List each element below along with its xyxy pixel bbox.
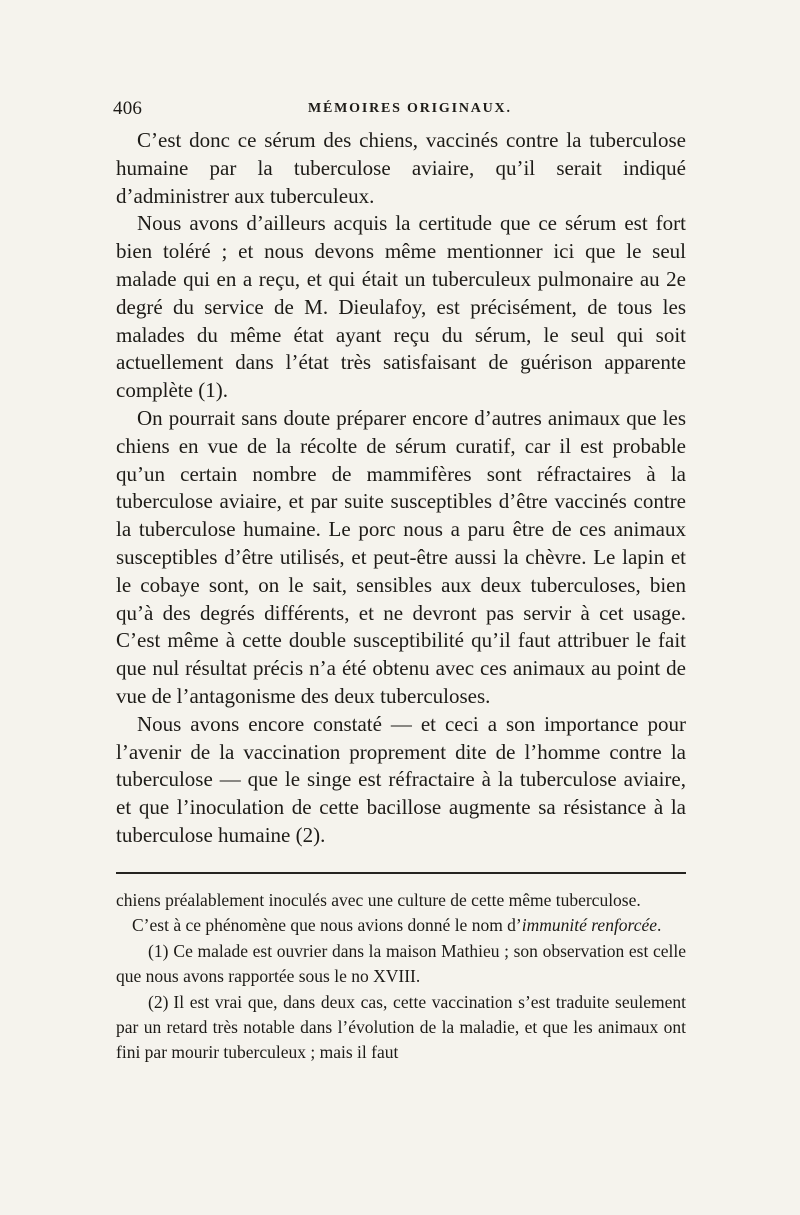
footnote-immunity-end: . — [657, 915, 662, 936]
footnote-2-text: Il est vrai que, dans deux cas, cette vaccination s’est traduite seulement par un retard très notable dans l’évolution de la maladie, et que les animaux ont fini par mourir tuberculeux ; mais il faut — [116, 991, 686, 1063]
main-text — [116, 127, 686, 850]
paragraph-tolerance: Nous avons d’ailleurs acquis la certitude que ce sérum est fort bien toléré ; et nous devons même mentionner ici que le seul malade qui en a reçu, et qui était un tuberculeux pulmonaire au 2e degré du service de M. Dieulafoy, est précisément, de tous les malades du même état ayant reçu du sérum, le seul qui soit actuellement dans l’état très satisfaisant de guérison apparente complète (1). — [116, 211, 686, 403]
footnote-1-number: (1) — [148, 940, 169, 961]
paragraph-other-animals: On pourrait sans doute préparer encore d’autres animaux que les chiens en vue de la récolte de sérum curatif, car il est probable qu’un certain nombre de mammifères sont réfractaires à la tuberculose aviaire, et par suite susceptibles d’être vaccinés contre la tuberculose humaine. Le porc nous a paru être de ces animaux susceptibles d’être utilisés, et peut-être aussi la chèvre. Le lapin et le cobaye sont, on le sait, sensibles aux deux tuberculoses, bien qu’à des degrés différents, et ne devront pas servir à cet usage. C’est même à cette double susceptibilité qu’il faut attribuer le fait que nul résultat précis n’a été obtenu avec ces animaux au point de vue de l’antagonisme des deux tuberculoses. — [116, 405, 686, 708]
footnote-continued: chiens préalablement inoculés avec une culture de cette même tuberculose. — [116, 890, 641, 910]
footnotes — [116, 888, 686, 1066]
running-title: MÉMOIRES ORIGINAUX. — [308, 101, 512, 116]
footnote-2-number: (2) — [148, 991, 169, 1012]
page-header — [113, 98, 688, 124]
paragraph-monkey-resistance: Nous avons encore constaté — et ceci a son importance pour l’avenir de la vaccination proprement dite de l’homme contre la tuberculose — que le singe est réfractaire à la tuberculose aviaire, et que l’inoculation de cette bacillose augmente sa résistance à la tuberculose humaine (2). — [116, 711, 686, 847]
immunity-term: immunité renforcée — [521, 915, 658, 936]
footnote-divider — [116, 872, 686, 874]
footnote-immunity — [116, 913, 686, 938]
footnote-immunity-intro: C’est à ce phénomène que nous avions donné le nom d’ — [132, 915, 522, 936]
page-number: 406 — [113, 98, 143, 119]
footnote-2 — [116, 990, 686, 1066]
paragraph-serum-dogs: C’est donc ce sérum des chiens, vaccinés contre la tuberculose humaine par la tuberculose aviaire, qu’il serait indiqué d’administrer aux tuberculeux. — [116, 128, 686, 208]
footnote-1-text: Ce malade est ouvrier dans la maison Mathieu ; son observation est celle que nous avons rapportée sous le no XVIII. — [116, 940, 686, 987]
footnote-1 — [116, 939, 686, 990]
